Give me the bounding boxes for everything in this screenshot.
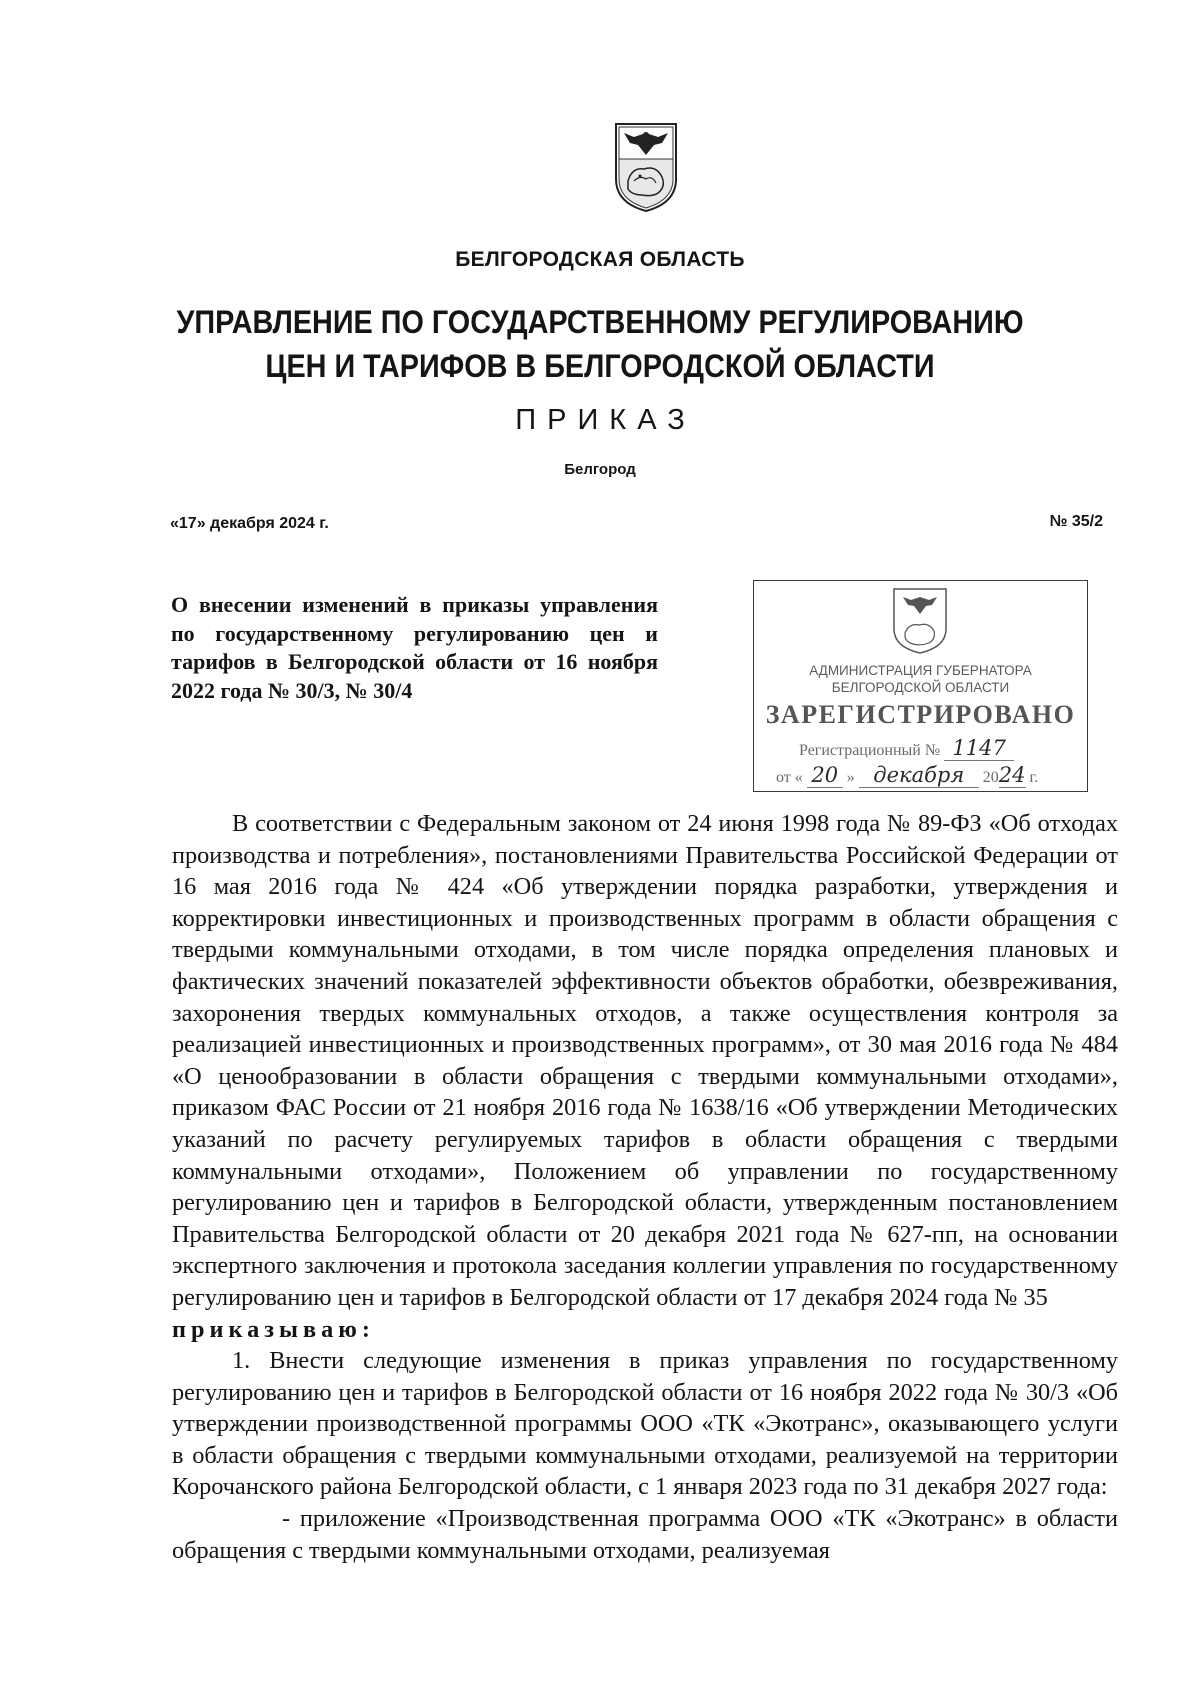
order-body bbox=[172, 808, 1118, 1566]
stamp-reg-label: Регистрационный № bbox=[799, 742, 941, 759]
item-1-dash-paragraph: - приложение «Производственная программа ООО «ТК «Экотранс» в области обращения с твердыми коммунальными отходами, реализуемая bbox=[172, 1505, 1118, 1564]
orders-keyword: приказываю: bbox=[172, 1315, 375, 1343]
coat-of-arms-emblem bbox=[612, 121, 680, 213]
stamp-date-year-prefix: 20 bbox=[982, 769, 999, 786]
agency-title bbox=[60, 300, 1140, 388]
stamp-date-year-handwritten: 24 bbox=[998, 763, 1026, 787]
agency-title-line1: УПРАВЛЕНИЕ ПО ГОСУДАРСТВЕННОМУ РЕГУЛИРОВАНИЮ bbox=[176, 304, 1024, 340]
stamp-date-prefix: от « bbox=[776, 769, 803, 786]
order-subject: О внесении изменений в приказы управления по государственному регулированию цен и тарифов в Белгородской области от 16 ноября 2022 года № 30/3, № 30/4 bbox=[171, 592, 658, 703]
registration-stamp bbox=[753, 580, 1088, 792]
item-1-paragraph: 1. Внести следующие изменения в приказ управления по государственному регулированию цен и тарифов в Белгородской области от 16 ноября 2022 года № 30/3 «Об утверждении производственной программы ООО «ТК «Экотранс», оказывающего услуги в области обращения с твердыми коммунальными отходами, реализуемой на территории Корочанского района Белгородской области, с 1 января 2023 года по 31 декабря 2027 года: bbox=[172, 1347, 1118, 1501]
stamp-authority-line2: БЕЛГОРОДСКОЙ ОБЛАСТИ bbox=[831, 680, 1010, 695]
belgorod-coat-of-arms-icon bbox=[891, 587, 949, 655]
region-heading: БЕЛГОРОДСКАЯ ОБЛАСТЬ bbox=[455, 248, 745, 271]
stamp-date-month-handwritten: декабря bbox=[859, 763, 979, 788]
belgorod-coat-of-arms-icon bbox=[612, 121, 680, 213]
order-date: «17» декабря 2024 г. bbox=[170, 515, 329, 532]
stamp-authority-line1: АДМИНИСТРАЦИЯ ГУБЕРНАТОРА bbox=[809, 663, 1032, 678]
stamp-date-mid: » bbox=[846, 769, 855, 786]
stamp-status: ЗАРЕГИСТРИРОВАНО bbox=[765, 700, 1076, 729]
city-label: Белгород bbox=[564, 461, 636, 478]
order-number: № 35/2 bbox=[1049, 513, 1103, 530]
stamp-date-day-handwritten: 20 bbox=[807, 763, 843, 788]
orders-line bbox=[172, 1314, 1118, 1346]
stamp-date-suffix: г. bbox=[1029, 769, 1039, 786]
preamble-paragraph: В соответствии с Федеральным законом от 24 июня 1998 года № 89-ФЗ «Об отходах производства и потребления», постановлениями Правительства Российской Федерации от 16 мая 2016 года № 424 «Об утверждении порядка разработки, утверждения и корректировки инвестиционных и производственных программ в области обращения с твердыми коммунальными отходами, в том числе порядка определения плановых и фактических значений показателей эффективности объектов обработки, обезвреживания, захоронения твердых коммунальных отходов, а также осуществления контроля за реализацией инвестиционных и производственных программ», от 30 мая 2016 года № 484 «О ценообразовании в области обращения с твердыми коммунальными отходами», приказом ФАС России от 21 ноября 2016 года № 1638/16 «Об утверждении Методических указаний по расчету регулируемых тарифов в области обращения с твердыми коммунальными отходами», Положением об управлении по государственному регулированию цен и тарифов в Белгородской области, утвержденным постановлением Правительства Белгородской области от 20 декабря 2021 года № 627-пп, на основании экспертного заключения и протокола заседания коллегии управления по государственному регулированию цен и тарифов в Белгородской области от 17 декабря 2024 года № 35 bbox=[172, 810, 1118, 1311]
stamp-reg-number-handwritten: 1147 bbox=[944, 736, 1014, 761]
stamp-date bbox=[776, 763, 1038, 788]
document-type: ПРИКАЗ bbox=[515, 404, 696, 436]
agency-title-line2: ЦЕН И ТАРИФОВ В БЕЛГОРОДСКОЙ ОБЛАСТИ bbox=[265, 348, 935, 384]
stamp-registration-number bbox=[799, 736, 1014, 761]
